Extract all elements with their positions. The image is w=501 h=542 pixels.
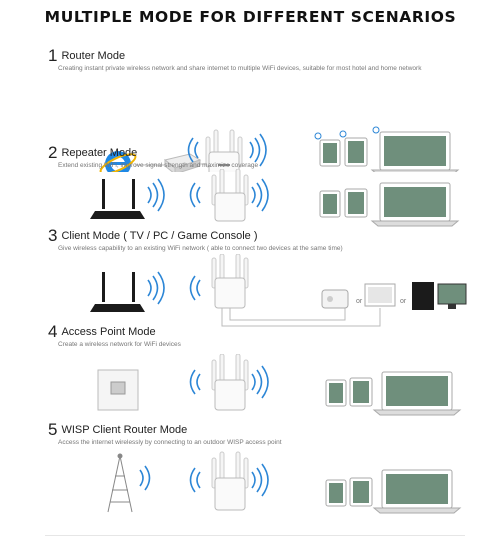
mode-heading bbox=[48, 420, 187, 440]
mode-description: Create a wireless network for WiFi devices bbox=[58, 341, 181, 348]
mode-number: 1 bbox=[48, 46, 58, 65]
console-icon bbox=[322, 290, 348, 308]
ethernet-wall-socket-icon bbox=[98, 370, 138, 410]
tv-icon bbox=[365, 284, 395, 306]
or-label: or bbox=[400, 298, 407, 305]
mode-number: 3 bbox=[48, 226, 58, 245]
router-icon bbox=[90, 272, 145, 312]
mode-scene bbox=[0, 450, 501, 540]
mode-number: 5 bbox=[48, 420, 58, 439]
mode-description: Extend existing WiFi, improve signal strength and maximize coverage bbox=[58, 162, 259, 169]
wisp-tower-icon bbox=[108, 454, 132, 512]
mode-description: Give wireless capability to an existing WiFi network ( able to connect two devices at the same time) bbox=[58, 245, 343, 252]
mode-name: Router Mode bbox=[61, 50, 126, 62]
wifi-signal-icon bbox=[140, 464, 268, 496]
client-devices bbox=[326, 372, 460, 415]
wifi-signal-icon bbox=[148, 179, 268, 211]
mode-heading bbox=[48, 46, 125, 66]
mode-heading bbox=[48, 143, 137, 163]
bottom-divider bbox=[45, 535, 465, 536]
wifi-extender-icon bbox=[212, 354, 248, 410]
mode-heading bbox=[48, 322, 156, 342]
mode-description: Creating instant private wireless network and share internet to multiple WiFi devices, suitable for most hotel and home network bbox=[58, 65, 422, 72]
mode-name: WISP Client Router Mode bbox=[61, 424, 188, 436]
mode-heading bbox=[48, 226, 258, 246]
mode-name: Client Mode ( TV / PC / Game Console ) bbox=[61, 230, 258, 242]
mode-number: 4 bbox=[48, 322, 58, 341]
mode-description: Access the internet wirelessly by connecting to an outdoor WISP access point bbox=[58, 439, 282, 446]
client-devices bbox=[320, 183, 458, 226]
pc-icon bbox=[412, 282, 466, 310]
client-devices bbox=[326, 470, 460, 513]
mode-name: Repeater Mode bbox=[61, 147, 138, 159]
router-icon bbox=[90, 179, 145, 219]
mode-number: 2 bbox=[48, 143, 58, 162]
wifi-extender-icon bbox=[212, 254, 248, 308]
page-title: MULTIPLE MODE FOR DIFFERENT SCENARIOS bbox=[44, 8, 457, 26]
wifi-extender-icon bbox=[212, 452, 248, 510]
mode-name: Access Point Mode bbox=[61, 326, 156, 338]
or-label: or bbox=[356, 298, 363, 305]
wifi-signal-icon bbox=[148, 272, 200, 304]
wifi-extender-icon bbox=[212, 169, 248, 221]
